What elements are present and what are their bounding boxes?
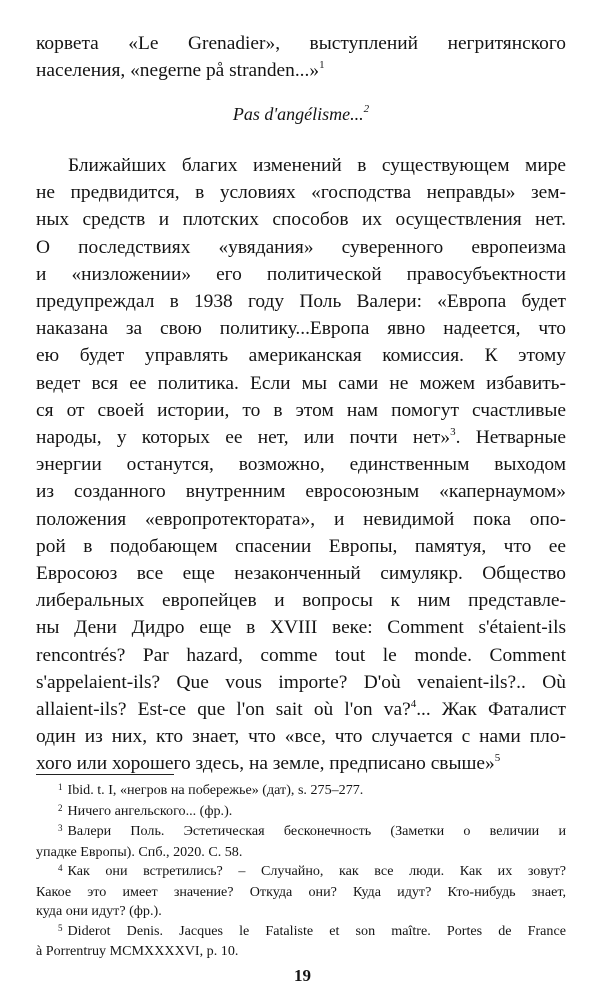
text-line: не предвидится, в условиях «господства неправды» зем- [36,182,566,204]
text-line: либеральных европейцев и вопросы к ним представле- [36,590,566,612]
main-paragraph [36,152,566,778]
text-line: ведет вся ее политика. Если мы сами не можем избавить- [36,372,566,394]
text-line: один из них, кто знает, что «все, что случается с нами пло- [36,726,566,748]
footnote-4-continuation: куда они идут? (фр.). [36,903,162,919]
text-line: энергии останутся, возможно, единственным выходом [36,454,566,476]
text-line: населения, «negerne på stranden...»$^1$ [36,58,325,82]
text-line: и «низложении» его политической правосубъектности [36,263,566,285]
footnote-5-continuation: à Porrentruy MCMXXXXVI, p. 10. [36,943,239,959]
top-paragraph [36,30,566,84]
text-line: предупреждал в 1938 году Поль Валери: «Европа будет [36,291,566,313]
footnote-4-continuation: Какое это имеет значение? Откуда они? Куда идут? Кто-нибудь знает, [36,883,566,900]
footnote-2: $^2$ Ничего ангельского... (фр.). [58,802,233,819]
footnote-ref: 1 [319,58,325,71]
text-line: рой в подобающем спасении Европы, памятуя, что ее [36,535,566,557]
text-line: Евросоюз все еще незаконченный симулякр. Общество [36,563,566,585]
page-number: 19 [294,966,311,985]
footnotes [36,781,566,962]
footnote-ref: 3 [450,425,456,438]
text-line: корвета «Le Grenadier», выступлений негритянского [36,33,566,54]
text-line: ных средств и плотских способов их осуществления нет. [36,209,566,231]
text-line: Ближайших благих изменений в существующем мире [68,155,566,176]
text-line: allaient-ils? Est-ce que l'on sait où l'on va?$^4$... Жак Фаталист [36,697,566,721]
footnote-4: $^4$ Как они встретились? – Случайно, как все люди. Как их зовут? [58,863,566,879]
footnote-ref: 4 [410,697,417,710]
footnote-3: $^3$ Валери Поль. Эстетическая бесконечность (Заметки о величии и [58,823,566,839]
footnote-ref: 5 [494,752,501,764]
footnote-5: $^5$ Diderot Denis. Jacques le Fataliste et son maître. Portes de France [58,922,566,939]
footnote-divider [36,774,174,775]
text-line: хого или хорошего здесь, на земле, предписано свыше»$^5$ [36,752,501,775]
text-line: rencontrés? Par hazard, comme tout le monde. Comment [36,644,566,666]
text-line: положения «европротектората», и невидимой пока опо- [36,508,566,530]
text-line: ны Дени Дидро еще в XVIII веке: Comment s'étaient-ils [36,617,566,639]
text-line: ся от своей истории, то в этом нам помогут счастливые [36,399,566,421]
footnote-ref: 2 [363,103,370,115]
text-line: из созданного внутренним евросоюзным «капернаумом» [36,481,566,503]
section-heading: Pas d'angélisme...$^2$ [232,103,370,124]
text-line: наказана за свою политику...Европа явно надеется, что [36,318,566,340]
text-line: ею будет управлять американская комиссия. К этому [36,345,566,367]
footnote-1: $^1$ Ibid. t. I, «негров на побережье» (дат), s. 275–277. [58,782,364,798]
text-line: s'appelaient-ils? Que vous importe? D'où venaient-ils?.. Où [36,671,566,693]
footnote-3-continuation: упадке Европы). Спб., 2020. С. 58. [36,843,243,860]
text-line: О последствиях «увядания» суверенного европеизма [36,236,566,258]
text-line: народы, у которых ее нет, или почти нет»$^3$. Нетварные [36,425,566,449]
